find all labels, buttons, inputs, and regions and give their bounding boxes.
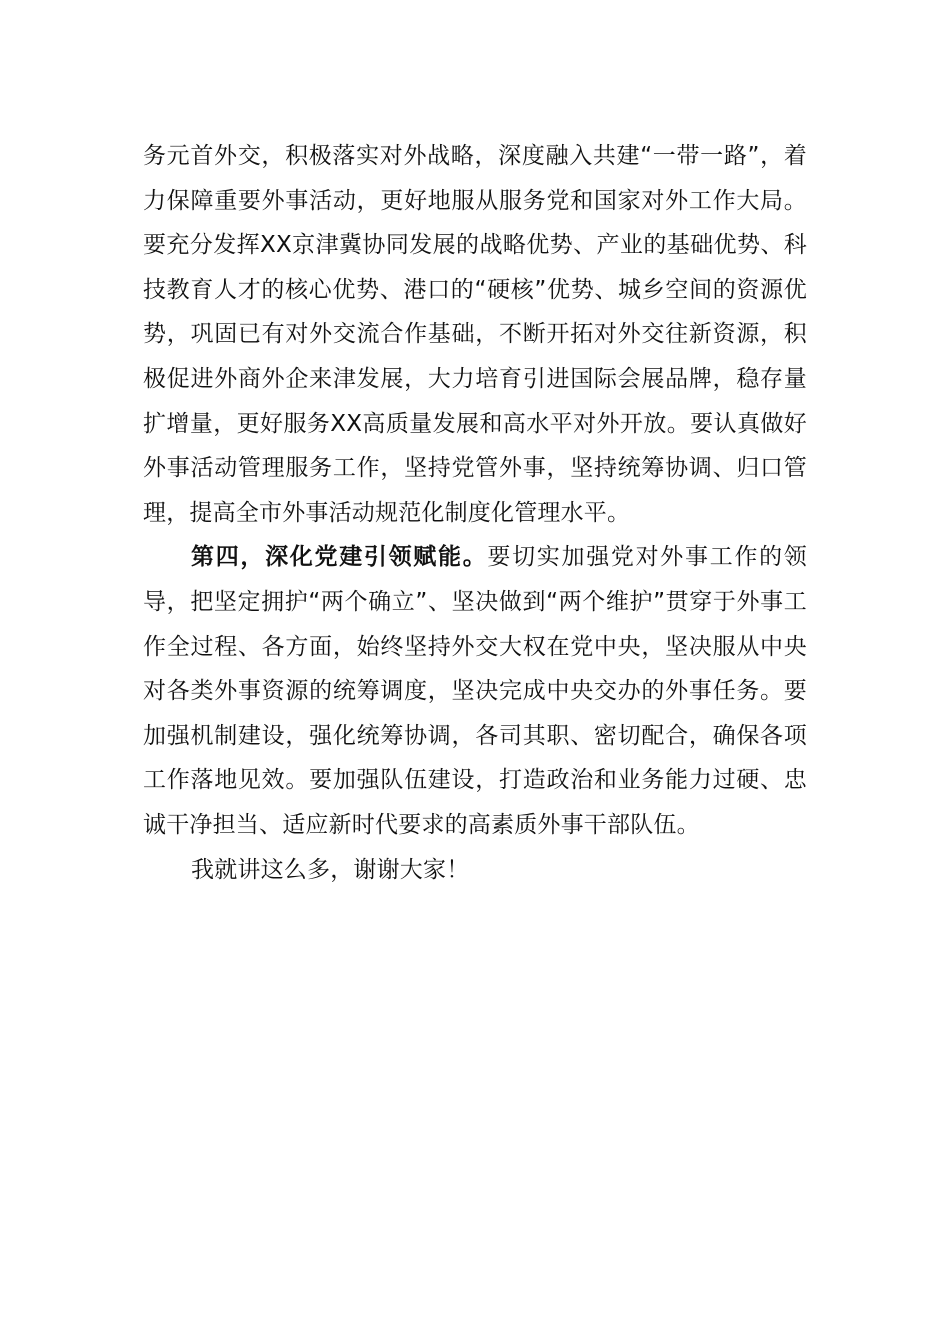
paragraph-text: 要切实加强党对外事工作的领导，把坚定拥护“两个确立”、坚决做到“两个维护”贯穿于外事工作全过程、各方面，始终坚持外交大权在党中央，坚决服从中央对各类外事资源的统筹调度，坚决完成中央交办的外事任务。要加强机制建设，强化统筹协调，各司其职、密切配合，确保各项工作落地见效。要加强队伍建设，打造政治和业务能力过硬、忠诚干净担当、适应新时代要求的高素质外事干部队伍。	[143, 544, 807, 838]
paragraph-continuation	[143, 134, 807, 535]
paragraph-fourth-point	[143, 535, 807, 847]
paragraph-text: 务元首外交，积极落实对外战略，深度融入共建“一带一路”，着力保障重要外事活动，更好地服从服务党和国家对外工作大局。要充分发挥XX京津冀协同发展的战略优势、产业的基础优势、科技教育人才的核心优势、港口的“硬核”优势、城乡空间的资源优势，巩固已有对外交流合作基础，不断开拓对外交往新资源，积极促进外商外企来津发展，大力培育引进国际会展品牌，稳存量扩增量，更好服务XX高质量发展和高水平对外开放。要认真做好外事活动管理服务工作，坚持党管外事，坚持统筹协调、归口管理，提高全市外事活动规范化制度化管理水平。	[143, 143, 807, 526]
paragraph-closing	[143, 848, 807, 893]
paragraph-text: 我就讲这么多，谢谢大家！	[191, 856, 470, 883]
document-page	[143, 134, 807, 892]
paragraph-heading: 第四，深化党建引领赋能。	[191, 544, 488, 571]
